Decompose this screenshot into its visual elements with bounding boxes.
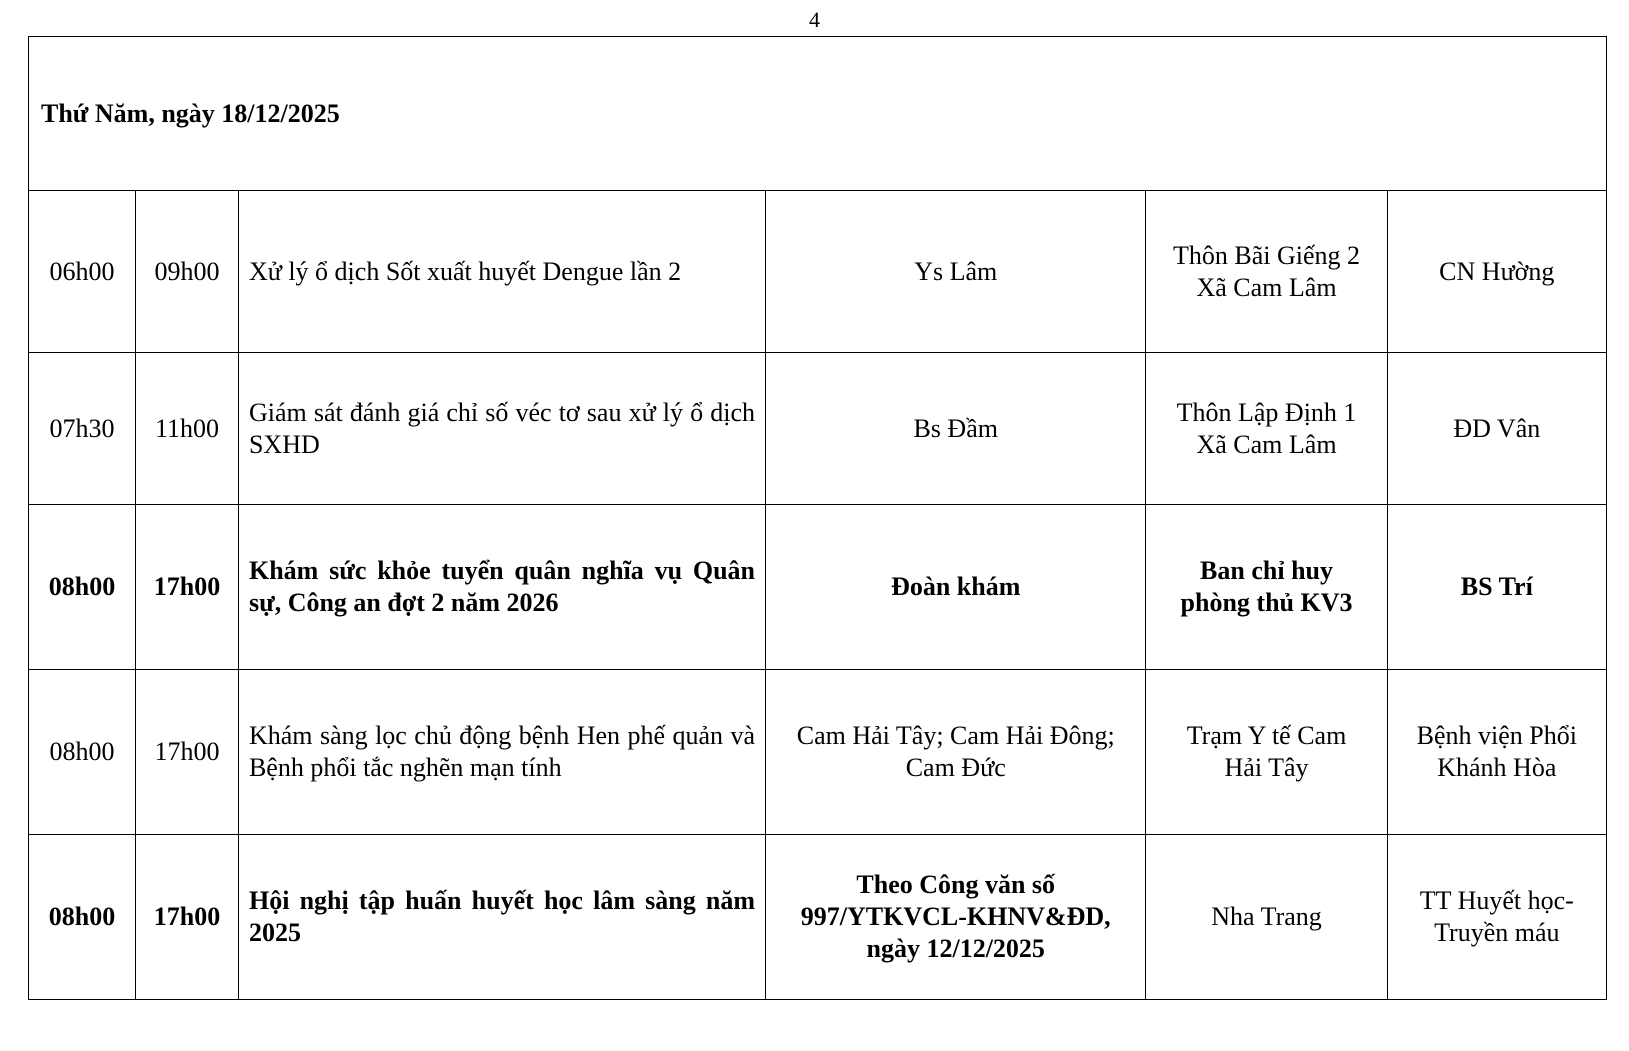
location-line: Ban chỉ huy bbox=[1200, 556, 1333, 585]
start-time: 08h00 bbox=[29, 670, 136, 835]
start-time: 06h00 bbox=[29, 191, 136, 353]
task-description: Xử lý ổ dịch Sốt xuất huyết Dengue lần 2 bbox=[238, 191, 765, 353]
location-line: Trạm Y tế Cam bbox=[1186, 721, 1347, 750]
table-row bbox=[29, 505, 1607, 670]
task-description: Khám sàng lọc chủ động bệnh Hen phế quản và Bệnh phổi tắc nghẽn mạn tính bbox=[238, 670, 765, 835]
staff: Cam Hải Tây; Cam Hải Đông; Cam Đức bbox=[766, 670, 1146, 835]
page-number: 4 bbox=[809, 7, 820, 32]
location bbox=[1146, 670, 1387, 835]
task-description: Hội nghị tập huấn huyết học lâm sàng năm 2025 bbox=[238, 835, 765, 1000]
start-time: 08h00 bbox=[29, 835, 136, 1000]
task-description: Giám sát đánh giá chỉ số véc tơ sau xử lý ổ dịch SXHD bbox=[238, 353, 765, 505]
staff bbox=[766, 835, 1146, 1000]
staff: Đoàn khám bbox=[766, 505, 1146, 670]
location-line: Hải Tây bbox=[1224, 753, 1309, 782]
location-line: Xã Cam Lâm bbox=[1196, 272, 1337, 302]
start-time: 08h00 bbox=[29, 505, 136, 670]
schedule-table bbox=[28, 36, 1607, 1000]
lead: BS Trí bbox=[1387, 505, 1606, 670]
end-time: 09h00 bbox=[136, 191, 239, 353]
staff: Ys Lâm bbox=[766, 191, 1146, 353]
location: Nha Trang bbox=[1146, 835, 1387, 1000]
staff-line: Theo Công văn số bbox=[856, 870, 1056, 899]
location-line: Xã Cam Lâm bbox=[1196, 429, 1337, 459]
location bbox=[1146, 191, 1387, 353]
lead: Bệnh viện Phổi Khánh Hòa bbox=[1387, 670, 1606, 835]
start-time: 07h30 bbox=[29, 353, 136, 505]
location bbox=[1146, 353, 1387, 505]
task-description: Khám sức khỏe tuyển quân nghĩa vụ Quân sự, Công an đợt 2 năm 2026 bbox=[238, 505, 765, 670]
lead-line: Truyền máu bbox=[1434, 918, 1560, 947]
staff-line: 997/YTKVCL-KHNV&ĐD, bbox=[800, 902, 1111, 931]
table-row bbox=[29, 670, 1607, 835]
day-header-row bbox=[29, 37, 1607, 191]
table-row bbox=[29, 835, 1607, 1000]
table-row bbox=[29, 353, 1607, 505]
lead bbox=[1387, 835, 1606, 1000]
end-time: 11h00 bbox=[136, 353, 239, 505]
staff-line: ngày 12/12/2025 bbox=[866, 934, 1045, 963]
end-time: 17h00 bbox=[136, 670, 239, 835]
lead-line: TT Huyết học- bbox=[1419, 886, 1574, 915]
location-line: Thôn Lập Định 1 bbox=[1176, 397, 1357, 427]
end-time: 17h00 bbox=[136, 835, 239, 1000]
end-time: 17h00 bbox=[136, 505, 239, 670]
table-row bbox=[29, 191, 1607, 353]
staff: Bs Đầm bbox=[766, 353, 1146, 505]
lead: ĐD Vân bbox=[1387, 353, 1606, 505]
location-line: Thôn Bãi Giếng 2 bbox=[1173, 240, 1361, 270]
location bbox=[1146, 505, 1387, 670]
location-line: phòng thủ KV3 bbox=[1180, 588, 1353, 617]
day-header: Thứ Năm, ngày 18/12/2025 bbox=[29, 37, 1607, 191]
lead: CN Hường bbox=[1387, 191, 1606, 353]
